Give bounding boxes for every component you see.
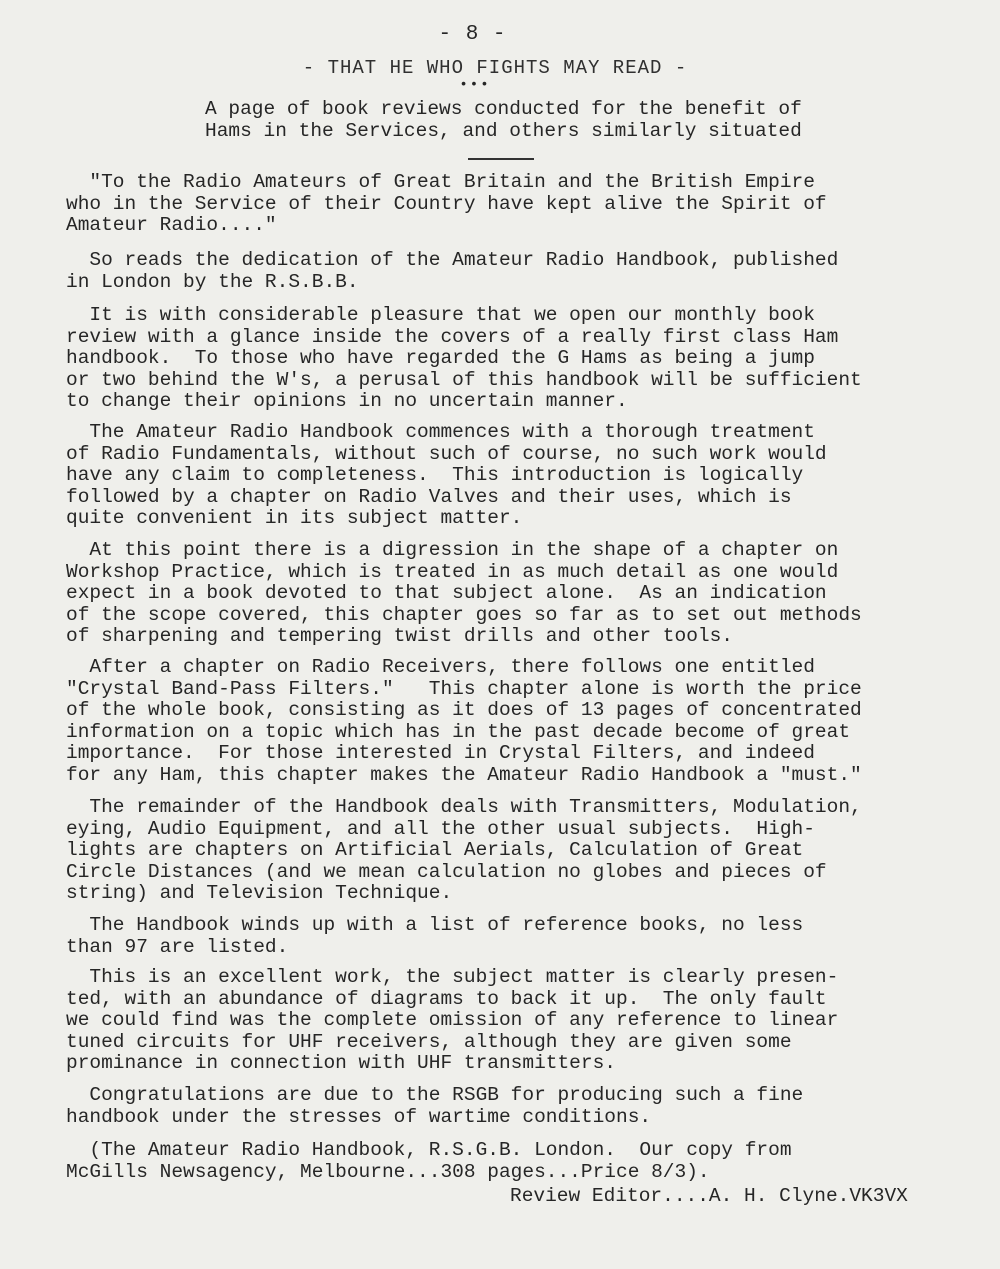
paragraph-publication-details: (The Amateur Radio Handbook, R.S.G.B. London. Our copy from McGills Newsagency, Melbourne...308 pages...Price 8/3).	[66, 1139, 792, 1183]
paragraph-opening: It is with considerable pleasure that we open our monthly book review with a glance inside the covers of a really first class Ham handbook. To those who have regarded the G Hams as being a jump or two behind the W's, a perusal of this handbook will be sufficient to change their opinions in no uncertain manner.	[66, 304, 862, 413]
paragraph-dedication-source: So reads the dedication of the Amateur Radio Handbook, published in London by the R.S.B.B.	[66, 249, 839, 293]
title-dots: •••	[459, 77, 491, 93]
page-number: - 8 -	[438, 23, 507, 46]
paragraph-evaluation: This is an excellent work, the subject matter is clearly presen- ted, with an abundance of diagrams to back it up. The only fault we could find was the complete omission of any reference to linear tuned circuits for UHF receivers, although they are given some prominance in connection with UHF transmitters.	[66, 966, 839, 1075]
divider-rule	[468, 158, 534, 160]
section-title: - THAT HE WHO FIGHTS MAY READ -	[302, 57, 688, 79]
intro-subtitle: A page of book reviews conducted for the benefit of Hams in the Services, and others similarly situated	[205, 98, 802, 142]
paragraph-fundamentals: The Amateur Radio Handbook commences with a thorough treatment of Radio Fundamentals, without such of course, no such work would have any claim to completeness. This introduction is logically followed by a chapter on Radio Valves and their uses, which is quite convenient in its subject matter.	[66, 421, 827, 530]
paragraph-congratulations: Congratulations are due to the RSGB for producing such a fine handbook under the stresses of wartime conditions.	[66, 1084, 804, 1128]
paragraph-reference-books: The Handbook winds up with a list of reference books, no less than 97 are listed.	[66, 914, 804, 958]
paragraph-workshop: At this point there is a digression in the shape of a chapter on Workshop Practice, which is treated in as much detail as one would expect in a book devoted to that subject alone. As an indication of the scope covered, this chapter goes so far as to set out methods of sharpening and tempering twist drills and other tools.	[66, 539, 862, 648]
dedication-paragraph: "To the Radio Amateurs of Great Britain and the British Empire who in the Service of their Country have kept alive the Spirit of Amateur Radio...."	[66, 171, 827, 237]
paragraph-crystal-filters: After a chapter on Radio Receivers, there follows one entitled "Crystal Band-Pass Filters." This chapter alone is worth the price of the whole book, consisting as it does of 13 pages of concentrated information on a topic which has in the past decade become of great importance. For those interested in Crystal Filters, and indeed for any Ham, this chapter makes the Amateur Radio Handbook a "must."	[66, 656, 862, 786]
paragraph-remainder: The remainder of the Handbook deals with Transmitters, Modulation, eying, Audio Equipment, and all the other usual subjects. High- lights are chapters on Artificial Aerials, Calculation of Great Circle Distances (and we mean calculation no globes and pieces of string) and Television Technique.	[66, 796, 862, 905]
review-editor-signature: Review Editor....A. H. Clyne.VK3VX	[510, 1185, 908, 1207]
